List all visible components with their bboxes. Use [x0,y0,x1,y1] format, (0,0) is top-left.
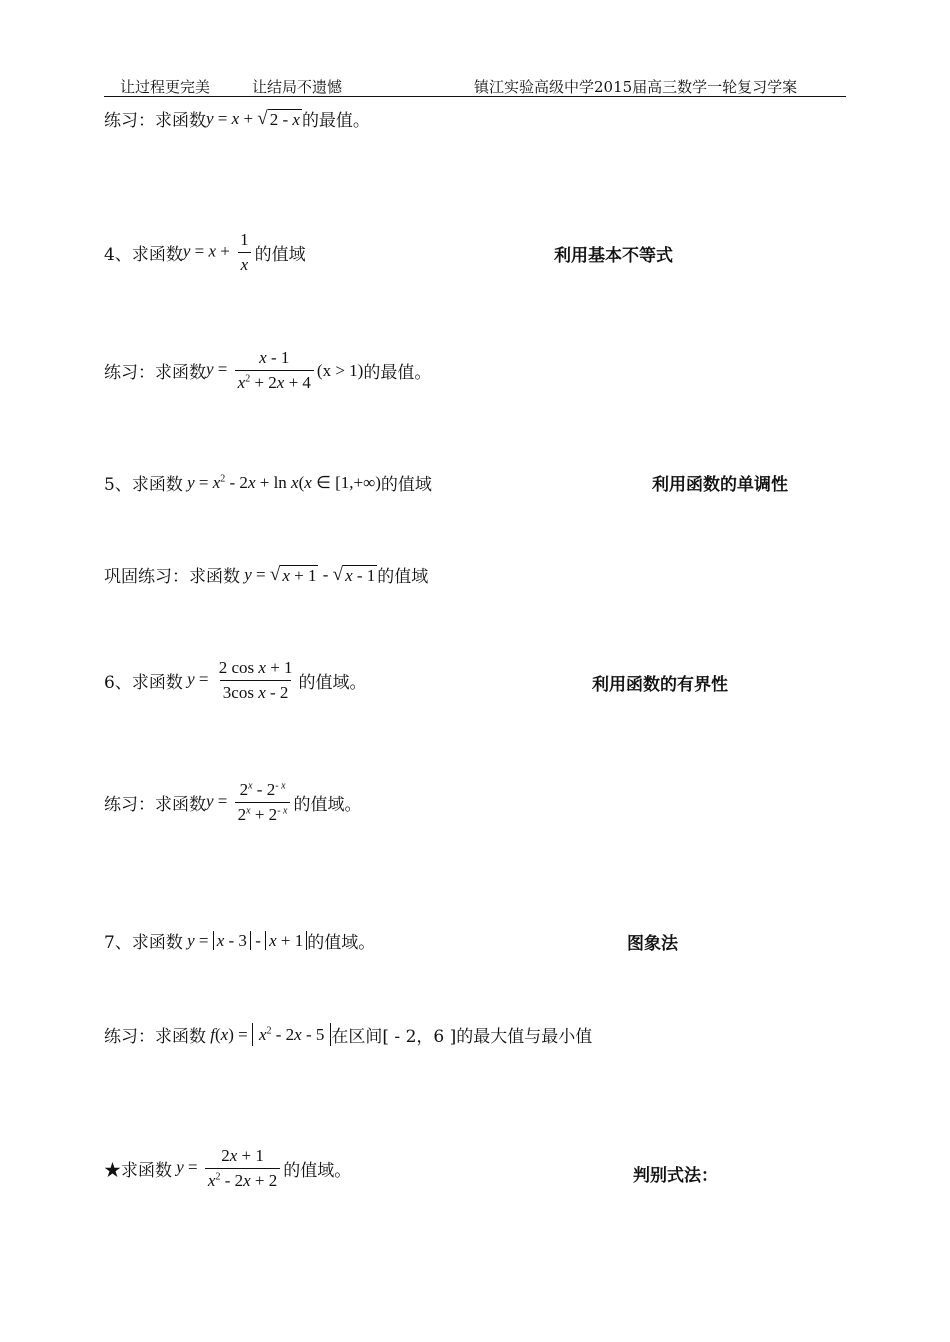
question-7 [104,928,375,953]
question-4 [104,230,306,275]
question-7-prefix: 7、求函数 [104,933,183,953]
exercise-6-prefix: 练习：求函数 [104,795,206,815]
question-6-suffix: 的值域。 [298,673,367,693]
formula-7b: $f(x) = x^2 - 2x - 5$ [206,1025,331,1045]
formula-6b: y = $\frac{2^x - 2^{- x}}{2^x + 2^{- x}}$ [206,780,293,825]
exercise-7-prefix: 练习：求函数 [104,1027,206,1047]
consolidation-prefix: 巩固练习：求函数 [104,567,240,587]
exercise-6-suffix: 的值域。 [293,795,362,815]
method-tag-8: 判别式法： [633,1166,718,1186]
question-6 [104,658,367,703]
exercise-1-prefix: 练习：求函数 [104,111,206,131]
question-6-prefix: 6、求函数 [104,673,183,693]
consolidation-exercise [104,562,428,587]
formula-1: y = x + √ 2 - x [206,108,300,129]
header-school-title: 镇江实验高级中学2015届高三数学一轮复习学案 [474,78,798,96]
formula-7: y = x - 3 - x + 1 [183,931,307,951]
formula-5b: y = √ x + 1 - √ x - 1 [244,564,376,585]
method-tag-6: 利用函数的有界性 [592,675,728,695]
formula-5: $y = x^2 - 2x + \ln x(x$ ∈ [1,+∞) [187,472,381,492]
formula-6: y = $\frac{\text{2 cos x + 1}}{\text{3cos x - 2}}$ [187,658,293,702]
question-star-suffix: 的值域。 [283,1161,352,1181]
header-slogan-2: 让结局不遗憾 [252,78,343,96]
question-7-suffix: 的值域。 [307,933,376,953]
exercise-6 [104,780,361,825]
formula-4b: y = $\frac{x - 1}{x^2 + 2x + 4}$ [206,348,317,393]
exercise-7 [104,1022,592,1047]
exercise-4-suffix: 的最值。 [363,363,432,383]
method-tag-5: 利用函数的单调性 [652,475,788,495]
question-5-suffix: 的值域 [380,475,432,495]
method-tag-7: 图象法 [627,934,678,954]
question-5-prefix: 5、求函数 [104,475,183,495]
question-5 [104,470,432,495]
method-tag-4: 利用基本不等式 [554,246,673,266]
question-4-suffix: 的值域 [254,245,306,265]
question-4-prefix: 4、求函数 [104,245,183,265]
question-star-prefix: ★求函数 [104,1161,172,1181]
exercise-4-condition: (x > 1) [316,360,364,380]
exercise-7-interval: 在区间[ - 2，6 ]的最大值与最小值 [331,1027,593,1047]
exercise-4-prefix: 练习：求函数 [104,363,206,383]
question-star [104,1146,351,1191]
exercise-1 [104,106,370,131]
formula-8: y = $\frac{2x + 1}{x^2 - 2x + 2}$ [172,1146,283,1191]
consolidation-suffix: 的值域 [377,567,429,587]
page-header [104,74,846,97]
exercise-1-suffix: 的最值。 [301,111,370,131]
exercise-4 [104,348,431,393]
formula-4: y = x + $\frac{1}{x}$ [183,230,255,275]
header-slogan-1: 让过程更完美 [120,78,211,96]
